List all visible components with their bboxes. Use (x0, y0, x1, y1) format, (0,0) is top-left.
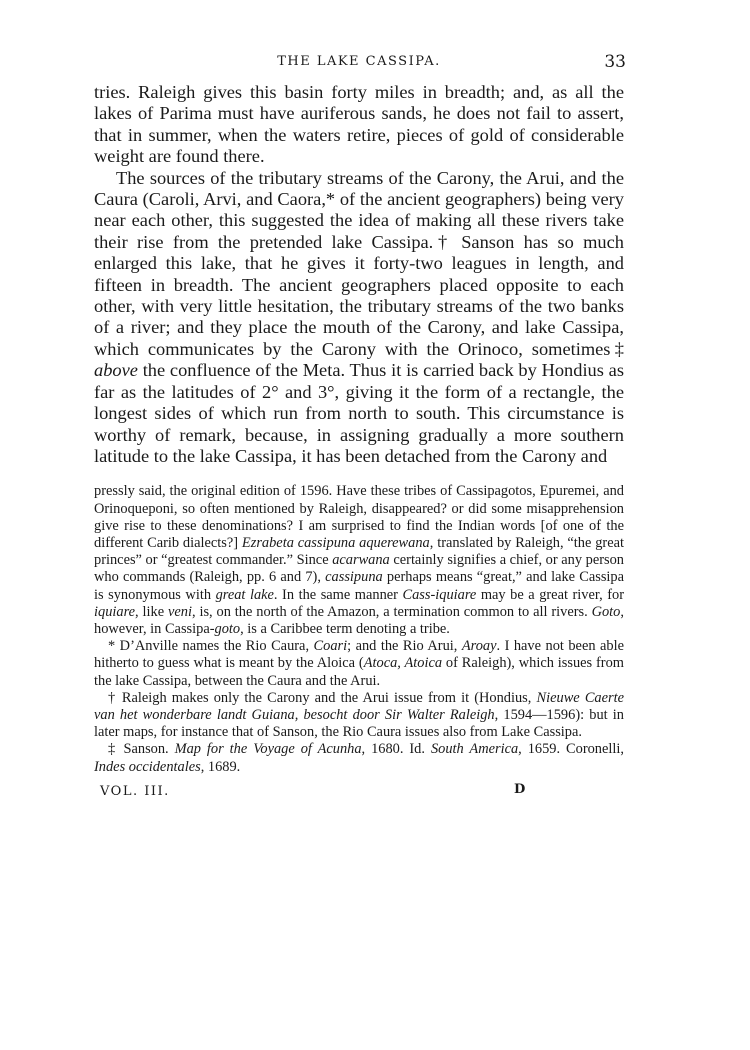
page-footer (94, 780, 624, 802)
fn-text: * D’Anville names the Rio Caura, (108, 638, 314, 655)
fn-italic: acarwana (332, 552, 390, 569)
fn-text: pressly said, the original edition of 1596. Have these tribes of Cassipagotos, Epuremei, and Orinoqueponi, so often mentioned by Raleigh, disappeared? or did some misapprehension give rise to these denominations? I am surprised to find the Indian words [of one of the different Carib dialects?] (94, 483, 624, 551)
fn-text: , like (135, 603, 168, 620)
page-header (94, 50, 624, 82)
page (94, 50, 624, 802)
fn-italic: South America (430, 741, 519, 758)
footnote-continuation (94, 483, 624, 638)
paragraph-1: tries. Raleigh gives this basin forty miles in breadth; and, as all the lakes of Parima must have auriferous sands, he does not fail to assert, that in summer, when the waters retire, pieces of gold of considerable weight are found there. (94, 82, 624, 167)
paragraph-2 (94, 168, 624, 468)
fn-text: . In the same manner (273, 586, 403, 603)
fn-text: , 1689. (200, 758, 241, 775)
fn-text: , translated by Raleigh, “the great princes” or “greatest commander.” Since (94, 534, 624, 569)
fn-italic: iquiare (94, 603, 136, 620)
fn-italic: Aroay (461, 638, 497, 655)
fn-text: , 1659. Coronelli, (518, 741, 624, 758)
volume-signature: VOL. III. (100, 783, 170, 799)
fn-text: certainly signifies a chief, or any person who commands (Raleigh, pp. 6 and 7), (94, 552, 624, 586)
fn-text: , 1680. Id. (361, 741, 431, 758)
fn-italic: Goto (591, 603, 621, 620)
running-head: THE LAKE CASSIPA. (277, 54, 441, 69)
fn-text: ; and the Rio Arui, (347, 638, 462, 655)
fn-italic: Indes occidentales (94, 758, 201, 775)
fn-italic: veni (168, 603, 192, 620)
fn-text: , is, on the north of the Amazon, a termination common to all rivers. (191, 603, 592, 620)
fn-text: may be a great river, for (476, 586, 624, 603)
fn-text: . I have not been able hitherto to guess what is meant by the Aloica ( (94, 638, 624, 672)
fn-italic: Coari (313, 638, 348, 655)
fn-italic: Atoca, Atoica (363, 655, 443, 672)
fn-text: , however, in Cassipa- (94, 603, 624, 637)
fn-italic: Map for the Voyage of Acunha (174, 741, 362, 758)
fn-text: † Raleigh makes only the Carony and the Arui issue from it (Hondius, (108, 689, 537, 706)
footnote-gap (94, 467, 624, 483)
fn-text: , is a Caribbee term denoting a tribe. (240, 620, 450, 637)
fn-italic: great lake (215, 586, 274, 603)
fn-text: , 1594—1596): but in later maps, for instance that of Sanson, the Rio Caura issues also from Lake Cassipa. (94, 706, 624, 741)
paragraph-2-part-b: the confluence of the Meta. Thus it is carried back by Hondius as far as the latitudes of 2° and 3°, giving it the form of a rectangle, the longest sides of which run from north to south. This circumstance is worthy of remark, because, in assigning gradually a more southern latitude to the lake Cassipa, it has been detached from the Carony and (94, 360, 624, 466)
page-number: 33 (604, 52, 626, 72)
gathering-signature: D (514, 781, 526, 797)
footnote-double-dagger (94, 741, 624, 775)
fn-text: of Raleigh), which issues from the lake Cassipa, between the Caura and the Arui. (94, 655, 624, 689)
footnote-dagger (94, 690, 624, 742)
footnotes (94, 483, 624, 775)
main-text (94, 82, 624, 467)
fn-italic: Cass-iquiare (402, 586, 477, 603)
fn-italic: goto (214, 620, 241, 637)
fn-italic: Ezrabeta cassipuna aquerewana (241, 534, 430, 551)
fn-italic: cassipuna (325, 569, 383, 586)
footnote-star (94, 638, 624, 690)
fn-text: perhaps means “great,” and lake Cassipa is synonymous with (94, 569, 625, 603)
fn-italic: Nieuwe Caerte van het wonderbare landt Guiana, besocht door Sir Walter Raleigh (94, 689, 624, 723)
emphasis-above: above (94, 360, 138, 381)
fn-text: ‡ Sanson. (108, 741, 175, 758)
paragraph-2-part-a: The sources of the tributary streams of the Carony, the Arui, and the Caura (Caroli, Arvi, and Caora,* of the ancient geographers) being very near each other, this suggested the idea of making all these rivers take their rise from the pretended lake Cassipa.† Sanson has so much enlarged this lake, that he gives it forty-two leagues in length, and fifteen in breadth. The ancient geographers placed opposite to each other, with very little hesitation, the tributary streams of the two banks of a river; and they place the mouth of the Carony, and lake Cassipa, which communicates by the Carony with the Orinoco, sometimes‡ (94, 167, 624, 359)
